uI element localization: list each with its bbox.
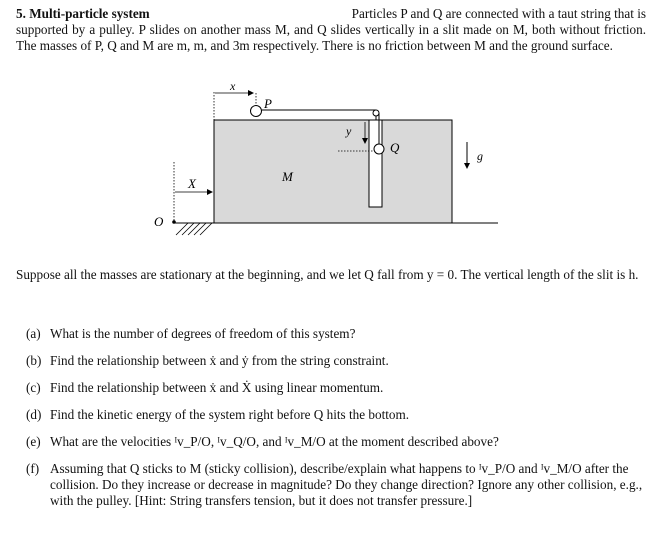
problem-header xyxy=(16,6,646,22)
pulley xyxy=(373,110,379,116)
label-M: M xyxy=(282,169,293,184)
x-arrow-head xyxy=(248,90,254,96)
question-item xyxy=(26,326,646,342)
question-item xyxy=(26,380,646,396)
question-text: What is the number of degrees of freedom of this system? xyxy=(50,326,356,341)
particle-Q xyxy=(374,144,384,154)
label-X: X xyxy=(188,176,196,191)
question-text: What are the velocities ᴵv_P/O, ᴵv_Q/O, and ᴵv_M/O at the moment described above? xyxy=(50,434,499,449)
question-list xyxy=(26,326,646,509)
slit xyxy=(369,120,382,207)
label-g: g xyxy=(477,149,483,163)
question-label: (e) xyxy=(26,434,41,449)
question-label: (c) xyxy=(26,380,41,395)
question-item xyxy=(26,353,646,369)
mass-M-block xyxy=(214,120,452,223)
question-item xyxy=(26,407,646,423)
intro-first-line: Particles P and Q are connected with a taut string that is xyxy=(351,6,646,21)
question-label: (f) xyxy=(26,461,40,476)
label-O: O xyxy=(154,214,164,229)
problem-intro: supported by a pulley. P slides on another mass M, and Q slides vertically in a slit made on M, both without friction. The masses of P, Q and M are m, m, and 3m respectively. There is no friction between M and the ground surface. xyxy=(16,22,646,53)
label-P: P xyxy=(264,96,272,111)
problem-title: Multi-particle system xyxy=(29,6,150,21)
problem-number: 5. xyxy=(16,6,26,21)
question-text: Find the relationship between ẋ and Ẋ using linear momentum. xyxy=(50,380,384,395)
question-text: Assuming that Q sticks to M (sticky collision), describe/explain what happens to ᴵv_P/O and ᴵv_M/O after the collision. Do they increase or decrease in magnitude? Do they change direction? Ignore any other collision, e.g., with the pulley. [Hint: String transfers tension, but it does not transfer pressure.] xyxy=(50,461,643,508)
question-item xyxy=(26,461,646,509)
system-diagram xyxy=(140,80,520,245)
question-text: Find the relationship between ẋ and ẏ from the string constraint. xyxy=(50,353,389,368)
label-x: x xyxy=(230,80,236,93)
ground-hatching xyxy=(176,223,212,235)
question-text: Find the kinetic energy of the system right before Q hits the bottom. xyxy=(50,407,410,422)
question-label: (a) xyxy=(26,326,41,341)
question-label: (b) xyxy=(26,353,42,368)
gravity-arrow-head xyxy=(464,163,470,169)
question-item xyxy=(26,434,646,450)
label-Q: Q xyxy=(390,140,400,155)
origin-point xyxy=(172,220,176,224)
X-arrow-head xyxy=(207,189,213,195)
particle-P xyxy=(251,106,262,117)
problem-setup: Suppose all the masses are stationary at the beginning, and we let Q fall from y = 0. The vertical length of the slit is h. xyxy=(16,267,639,282)
label-y: y xyxy=(346,124,352,138)
question-label: (d) xyxy=(26,407,42,422)
